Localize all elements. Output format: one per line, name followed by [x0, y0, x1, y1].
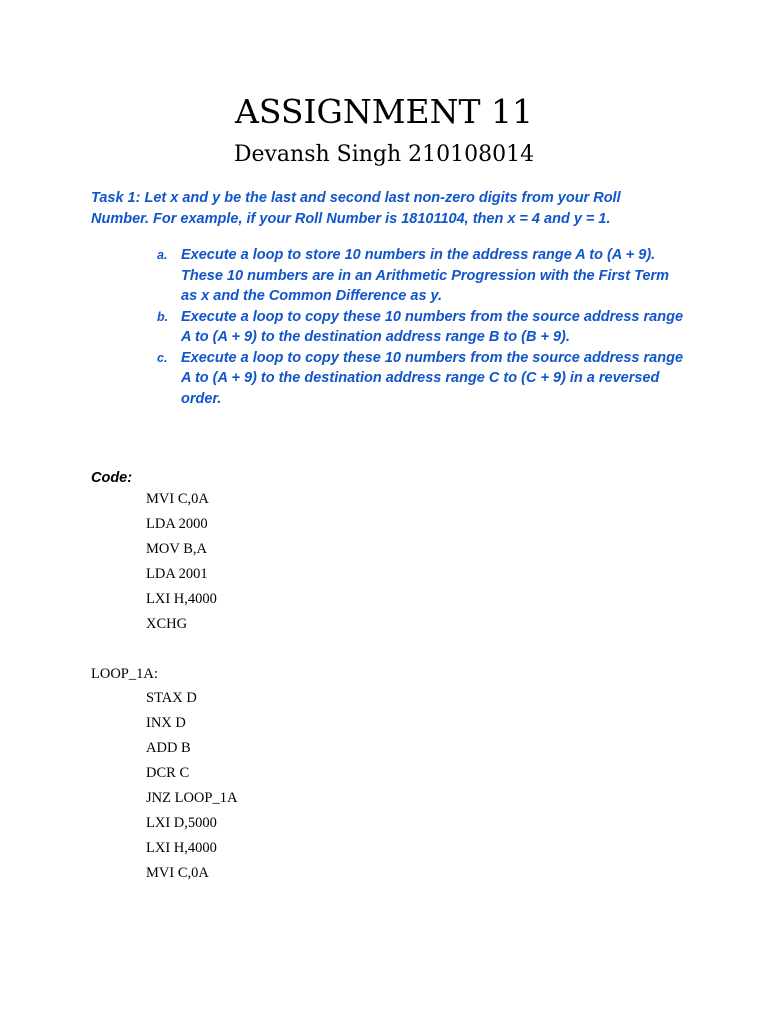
code-block-loop — [146, 686, 237, 886]
code-line: DCR C — [146, 765, 190, 781]
task-item-text: Execute a loop to copy these 10 numbers from the source address range A to (A + 9) to the destination address range C to (C + 9) in a reversed order. — [181, 349, 684, 407]
task-item-marker: a. — [157, 248, 168, 262]
task-item-text: Execute a loop to store 10 numbers in the address range A to (A + 9). These 10 numbers are in an Arithmetic Progression with the First Term as x and the Common Difference as y. — [181, 247, 670, 304]
task-item-marker: b. — [157, 309, 169, 324]
code-line: LXI H,4000 — [146, 591, 217, 607]
author-line: Devansh Singh 210108014 — [233, 142, 535, 167]
loop-label: LOOP_1A: — [91, 666, 158, 682]
code-line: INX D — [146, 715, 186, 731]
code-line: MVI C,0A — [146, 865, 209, 881]
code-line: ADD B — [146, 740, 191, 756]
code-line: LXI H,4000 — [146, 840, 217, 856]
task-item-c — [156, 348, 686, 410]
code-line: MVI C,0A — [146, 491, 209, 507]
code-line: LDA 2000 — [146, 516, 208, 532]
document-title: ASSIGNMENT 11 — [235, 92, 533, 131]
task-list — [156, 245, 686, 409]
task-item-b — [156, 307, 686, 348]
code-line: XCHG — [146, 616, 188, 632]
task-intro: Task 1: Let x and y be the last and second last non-zero digits from your Roll Number. For example, if your Roll Number is 18101104, then x = 4 and y = 1. — [91, 190, 621, 227]
code-line: LDA 2001 — [146, 566, 208, 582]
code-line: LXI D,5000 — [146, 815, 217, 831]
task-item-text: Execute a loop to copy these 10 numbers from the source address range A to (A + 9) to the destination address range B to (B + 9). — [181, 308, 684, 345]
code-block-setup — [146, 487, 217, 637]
code-line: STAX D — [146, 690, 197, 706]
task-item-a — [156, 245, 686, 307]
code-heading: Code: — [91, 470, 133, 486]
code-line: MOV B,A — [146, 541, 207, 557]
task-item-marker: c. — [157, 350, 168, 365]
code-line: JNZ LOOP_1A — [146, 790, 238, 806]
